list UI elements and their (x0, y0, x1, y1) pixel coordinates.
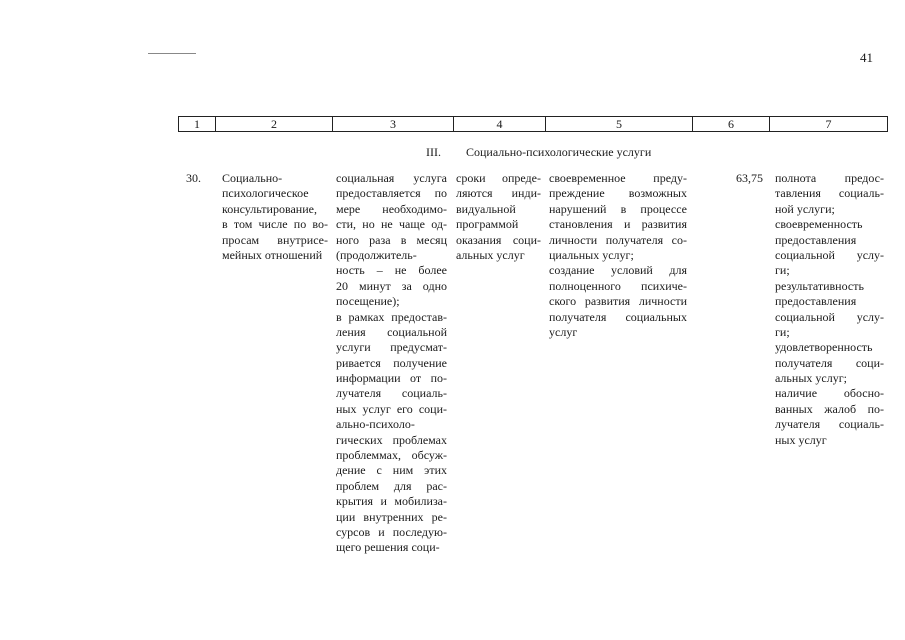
text-line: крытия и мобилиза- (336, 494, 447, 509)
text-line: полноценного психиче- (549, 278, 687, 293)
text-line: тавления социаль- (775, 186, 884, 201)
text-line: дение с ним этих (336, 463, 447, 478)
text-line: ления социальной (336, 324, 447, 339)
text-line: получателя соци- (775, 355, 884, 370)
text-line: ги; (775, 263, 790, 278)
text-line: мере необходимо- (336, 201, 447, 216)
text-line: удовлетворенность (775, 340, 873, 355)
text-line: создание условий для (549, 263, 687, 278)
text-line: просам внутрисе- (222, 232, 328, 247)
text-line: своевременность (775, 217, 863, 232)
section-number: III. (426, 145, 441, 159)
text-line: проблем для рас- (336, 478, 447, 493)
text-line: полнота предос- (775, 171, 884, 185)
header-col-4: 4 (454, 117, 546, 131)
text-line: щего решения соци- (336, 540, 440, 555)
text-line: наличие обосно- (775, 386, 884, 401)
text-line: Социально- (222, 171, 283, 185)
text-line: оказания соци- (456, 232, 541, 247)
text-line: альных услуг (456, 247, 525, 262)
text-line: сти, но не чаще од- (336, 217, 447, 232)
text-line: ально-психоло- (336, 417, 415, 432)
text-line: социальная услуга (336, 171, 447, 185)
header-col-3: 3 (333, 117, 454, 131)
text-line: сроки опреде- (456, 171, 541, 185)
text-line: становления и развития (549, 217, 687, 232)
text-line: гических проблемах (336, 432, 447, 447)
text-line: услуг (549, 324, 578, 339)
text-line: консультирование, (222, 201, 317, 216)
text-line: ность – не более (336, 263, 447, 278)
text-line: предоставления (775, 232, 857, 247)
text-line: посещение); (336, 294, 400, 309)
text-line: проблеммах, обсуж- (336, 448, 447, 463)
text-line: циальных услуг; (549, 247, 634, 262)
text-line: получателя социальных (549, 309, 687, 324)
text-line: нарушений в процессе (549, 201, 687, 216)
text-line: предоставляется по (336, 186, 447, 201)
header-col-7: 7 (825, 117, 832, 131)
text-line: лучателя социаль- (336, 386, 447, 401)
text-line: преждение возможных (549, 186, 687, 201)
text-line: ривается получение (336, 355, 447, 370)
service-result-cell (549, 171, 687, 340)
text-line: ных услуг (775, 432, 827, 447)
section-title: Социально-психологические услуги (466, 145, 652, 159)
page-number: 41 (860, 50, 873, 65)
text-line: социальной услу- (775, 247, 884, 262)
text-line: предоставления (775, 294, 857, 309)
table-header-row (178, 116, 888, 132)
service-description-cell (336, 171, 447, 556)
service-quality-cell (775, 171, 884, 448)
service-terms-cell (456, 171, 541, 263)
header-col-2: 2 (216, 117, 333, 131)
text-line: ского развития личности (549, 294, 687, 309)
header-col-1: 1 (179, 117, 216, 131)
text-line: социальной услу- (775, 309, 884, 324)
text-line: своевременное преду- (549, 171, 687, 185)
text-line: ги; (775, 324, 790, 339)
scan-artifact-rule (148, 53, 196, 54)
text-line: в рамках предостав- (336, 309, 447, 324)
text-line: ного раза в месяц (336, 232, 447, 247)
text-line: психологическое (222, 186, 309, 201)
text-line: ляются инди- (456, 186, 541, 201)
service-price: 63,75 (736, 171, 763, 185)
text-line: видуальной (456, 201, 516, 216)
text-line: личности получателя со- (549, 232, 687, 247)
text-line: информации от по- (336, 371, 447, 386)
text-line: ной услуги; (775, 201, 835, 216)
text-line: ванных жалоб по- (775, 401, 884, 416)
text-line: программой (456, 217, 519, 232)
section-heading (426, 145, 651, 160)
header-col-6: 6 (693, 117, 770, 131)
text-line: 20 минут за одно (336, 278, 447, 293)
text-line: услуги предусмат- (336, 340, 447, 355)
text-line: лучателя социаль- (775, 417, 884, 432)
text-line: в том числе по во- (222, 217, 328, 232)
row-number: 30. (186, 171, 201, 185)
text-line: альных услуг; (775, 371, 847, 386)
service-name-cell (222, 171, 328, 263)
text-line: ных услуг его соци- (336, 401, 447, 416)
text-line: мейных отношений (222, 247, 323, 262)
text-line: (продолжитель- (336, 247, 417, 262)
text-line: ции внутренних ре- (336, 509, 447, 524)
text-line: результативность (775, 278, 864, 293)
header-col-5: 5 (546, 117, 693, 131)
text-line: сурсов и последую- (336, 524, 447, 539)
